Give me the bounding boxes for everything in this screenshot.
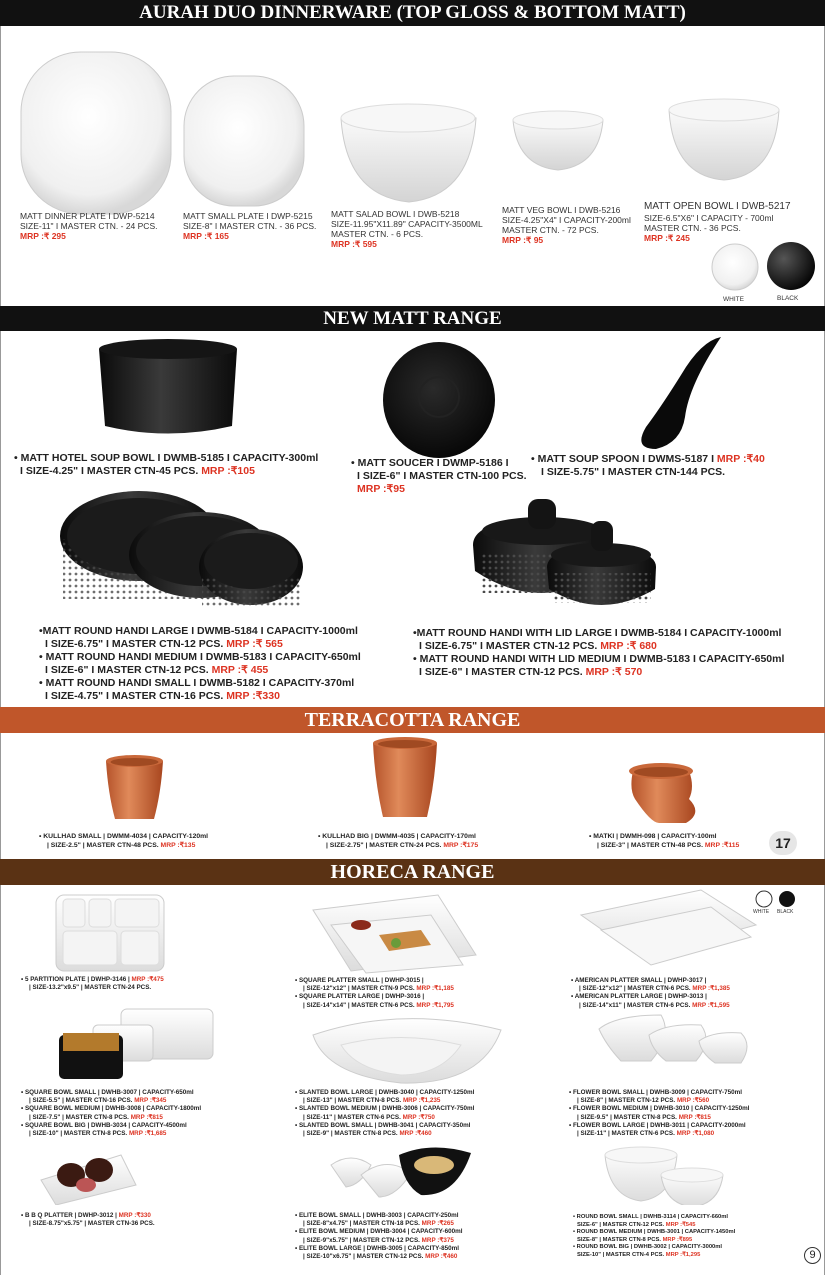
item-spec: | SIZE-10" | MASTER CTN-8 PCS. (29, 1130, 128, 1138)
terracotta-item-kullhad-small (39, 832, 208, 850)
item-mrp: MRP :₹ 245 (644, 233, 690, 243)
item-spec: SIZE-11" I MASTER CTN. - 24 PCS. (20, 221, 158, 231)
item-name: • MATT ROUND HANDI MEDIUM I DWMB-5183 I CAPACITY-650ml (39, 651, 361, 663)
item-mrp: MRP :₹135 (160, 842, 196, 849)
item-name: • ELITE BOWL SMALL | DWHB-3003 | CAPACITY-250ml (295, 1212, 459, 1219)
horeca-partition-text (21, 976, 261, 992)
item-name: • ROUND BOWL SMALL | DWHB-3114 | CAPACITY-660ml (573, 1214, 729, 1220)
item-spec: | SIZE-2.75" | MASTER CTN-24 PCS. (326, 842, 442, 849)
white-swatch-label: WHITE (723, 296, 744, 303)
aurah-item-veg-bowl (502, 205, 647, 245)
item-name: • MATT HOTEL SOUP BOWL I DWMB-5185 I CAPACITY-300ml (14, 452, 319, 464)
item-mrp: MRP :₹815 (678, 1113, 711, 1121)
terracotta-section (0, 733, 825, 859)
aurah-header-title: AURAH DUO DINNERWARE (TOP GLOSS & BOTTOM MATT) (139, 2, 686, 23)
item-spec: SIZE-8" I MASTER CTN. - 36 PCS. (183, 221, 317, 231)
item-name: • AMERICAN PLATTER SMALL | DWHP-3017 | (571, 977, 707, 984)
matt-handi-text (39, 625, 389, 703)
terracotta-header-title: TERRACOTTA RANGE (304, 709, 521, 731)
aurah-item-open-bowl (644, 201, 804, 243)
terracotta-item-matki (589, 832, 739, 850)
item-name: • 5 PARTITION PLATE | DWHP-3146 | (21, 976, 130, 983)
handi-set (60, 491, 303, 606)
item-spec: | SIZE-8" | MASTER CTN-12 PCS. (577, 1097, 676, 1105)
black-dot (779, 891, 795, 907)
item-name: • MATT SOUP SPOON I DWMS-5187 I (531, 453, 714, 465)
horeca-black-label: BLACK (777, 909, 794, 915)
item-mrp: MRP :₹1,080 (676, 1130, 715, 1138)
item-spec: I SIZE-5.75" I MASTER CTN-144 PCS. (541, 466, 726, 478)
item-name: • SQUARE PLATTER LARGE | DWHP-3016 | (295, 993, 425, 1001)
item-name: • FLOWER BOWL LARGE | DWHB-3011 | CAPACITY-2000ml (569, 1121, 746, 1129)
item-mrp: MRP :₹105 (201, 465, 255, 477)
item-name: • B B Q PLATTER | DWHP-3012 | (21, 1212, 117, 1219)
item-mrp: MRP :₹330 (118, 1212, 151, 1219)
item-spec: | SIZE-11" | MASTER CTN-6 PCS. (303, 1113, 401, 1121)
black-swatch-label: BLACK (777, 295, 799, 302)
aurah-section (0, 26, 825, 306)
aurah-item-small-plate (183, 211, 333, 241)
item-mrp: MRP :₹175 (443, 842, 479, 849)
item-name: • ELITE BOWL MEDIUM | DWHB-3004 | CAPACITY-600ml (295, 1228, 463, 1236)
white-swatch (712, 244, 758, 290)
item-mrp: MRP :₹545 (665, 1221, 696, 1228)
item-spec: | SIZE-5.5" | MASTER CTN-16 PCS. (29, 1097, 133, 1105)
item-mrp: MRP :₹ 570 (585, 666, 643, 678)
handi-lid-set (473, 499, 656, 605)
item-mrp: MRP :₹460 (399, 1130, 432, 1138)
item-name: MATT DINNER PLATE I DWP-5214 (20, 211, 155, 221)
item-spec: | SIZE-3" | MASTER CTN-48 PCS. (597, 842, 703, 849)
item-mrp: MRP :₹375 (421, 1236, 454, 1244)
item-spec: I SIZE-4.25" I MASTER CTN-45 PCS. (20, 465, 199, 477)
horeca-header-title: HORECA RANGE (330, 861, 495, 883)
item-name: MATT SALAD BOWL I DWB-5218 (331, 209, 460, 219)
item-spec: SIZE-11.95"X11.89" CAPACITY-3500ML (331, 219, 483, 229)
horeca-bbq-text (21, 1212, 261, 1228)
terracotta-header (0, 707, 825, 733)
item-mrp: MRP :₹115 (704, 842, 740, 849)
horeca-flower-bowl-text (569, 1089, 824, 1138)
item-name: •MATT ROUND HANDI WITH LID LARGE I DWMB-5184 I CAPACITY-1000ml (413, 627, 782, 639)
item-spec: I SIZE-6.75" I MASTER CTN-12 PCS. (419, 640, 598, 652)
color-swatches (709, 242, 819, 292)
matt-soup-bowl-text (14, 452, 354, 478)
item-name: • FLOWER BOWL MEDIUM | DWHB-3010 | CAPACITY-1250ml (569, 1105, 750, 1113)
item-spec: | SIZE-12"x12" | MASTER CTN-6 PCS. (579, 985, 691, 993)
item-spec: | SIZE-9.5" | MASTER CTN-8 PCS. (577, 1113, 677, 1121)
item-spec: I SIZE-6.75" I MASTER CTN-12 PCS. (45, 638, 224, 650)
item-mrp: MRP :₹560 (676, 1097, 710, 1105)
item-name: MATT SMALL PLATE I DWP-5215 (183, 211, 313, 221)
item-mrp: MRP :₹95 (357, 483, 405, 495)
item-spec: I SIZE-6" I MASTER CTN-12 PCS. (419, 666, 583, 678)
item-spec: | SIZE-10"x6.75" | MASTER CTN-12 PCS. (303, 1253, 424, 1261)
item-spec: | SIZE-11" | MASTER CTN-6 PCS. (577, 1130, 675, 1138)
item-mrp: MRP :₹1,795 (416, 1001, 454, 1009)
item-mrp: MRP :₹475 (131, 976, 164, 983)
item-name: • SLANTED BOWL MEDIUM | DWHB-3006 | CAPACITY-750ml (295, 1105, 475, 1113)
item-carton: MASTER CTN. - 6 PCS. (331, 229, 424, 239)
item-spec: | SIZE-8"x4.75" | MASTER CTN-18 PCS. (303, 1220, 420, 1228)
item-name: • SLANTED BOWL SMALL | DWHB-3041 | CAPACITY-350ml (295, 1121, 471, 1129)
item-spec: I SIZE-6" I MASTER CTN-12 PCS. (45, 664, 209, 676)
item-name: • ELITE BOWL LARGE | DWHB-3005 | CAPACITY-850ml (295, 1244, 459, 1252)
item-name: • KULLHAD BIG | DWMM-4035 | CAPACITY-170ml (318, 833, 476, 840)
item-name: • ROUND BOWL BIG | DWHB-3002 | CAPACITY-3000ml (573, 1244, 723, 1251)
item-spec: SIZE-8" | MASTER CTN-8 PCS. (577, 1236, 661, 1243)
item-spec: SIZE-6.5"X6" I CAPACITY - 700ml (644, 213, 774, 223)
item-name: • MATT SOUCER I DWMP-5186 I (351, 457, 509, 469)
aurah-item-salad-bowl (331, 209, 501, 249)
item-carton: MASTER CTN. - 36 PCS. (644, 223, 741, 233)
item-carton: MASTER CTN. - 72 PCS. (502, 225, 599, 235)
item-name: • SQUARE BOWL BIG | DWHB-3034 | CAPACITY-4500ml (21, 1121, 187, 1129)
item-spec: | SIZE-13" | MASTER CTN-8 PCS. (303, 1097, 402, 1105)
item-spec: I SIZE-6" I MASTER CTN-100 PCS. (357, 470, 527, 482)
item-spec: SIZE-4.25"X4" I CAPACITY-200ml (502, 215, 631, 225)
item-spec: | SIZE-7.5" | MASTER CTN-8 PCS. (29, 1113, 129, 1121)
item-mrp: MRP :₹460 (425, 1253, 458, 1261)
item-spec: | SIZE-13.2"x9.5" | MASTER CTN-24 PCS. (29, 984, 152, 992)
horeca-square-platter-text (295, 977, 545, 1010)
item-spec: SIZE-10" | MASTER CTN-4 PCS. (577, 1251, 665, 1258)
item-spec: | SIZE-9" | MASTER CTN-8 PCS. (303, 1130, 398, 1138)
terracotta-products-image (1, 733, 825, 833)
horeca-american-platter-text (571, 977, 821, 1010)
matt-soucer-text (351, 457, 541, 496)
item-mrp: MRP :₹1,235 (402, 1097, 441, 1105)
item-mrp: MRP :₹ 165 (183, 231, 229, 241)
item-mrp: MRP :₹1,185 (416, 985, 454, 993)
horeca-white-label: WHITE (753, 909, 770, 915)
item-spec: | SIZE-14"x14" | MASTER CTN-6 PCS. (303, 1001, 415, 1009)
horeca-square-bowl-text (21, 1089, 281, 1138)
aurah-products-image (1, 26, 825, 226)
horeca-slanted-bowl-text (295, 1089, 555, 1138)
item-name: • MATKI | DWMH-098 | CAPACITY-100ml (589, 833, 717, 840)
aurah-item-dinner-plate (20, 211, 180, 241)
item-spec: | SIZE-14"x11" | MASTER CTN-6 PCS. (579, 1001, 691, 1009)
item-name: • MATT ROUND HANDI WITH LID MEDIUM I DWMB-5183 I CAPACITY-650ml (413, 653, 785, 665)
item-name: • SQUARE BOWL SMALL | DWHB-3007 | CAPACITY-650ml (21, 1089, 194, 1096)
horeca-section (0, 885, 825, 1275)
page-number: 9 (804, 1247, 821, 1264)
item-name: • SQUARE PLATTER SMALL | DWHP-3015 | (295, 977, 424, 984)
item-name: • ROUND BOWL MEDIUM | DWHB-3001 | CAPACITY-1450ml (573, 1229, 736, 1236)
item-name: • AMERICAN PLATTER LARGE | DWHP-3013 | (571, 993, 707, 1001)
item-spec: | SIZE-8.75"x5.75" | MASTER CTN-36 PCS. (29, 1220, 155, 1228)
item-spec: | SIZE-12"x12" | MASTER CTN-9 PCS. (303, 985, 415, 993)
item-mrp: MRP :₹ 455 (211, 664, 269, 676)
item-mrp: MRP :₹ 565 (226, 638, 283, 650)
matt-spoon-text (531, 453, 811, 479)
item-mrp: MRP :₹1,385 (692, 985, 730, 993)
item-name: • KULLHAD SMALL | DWMM-4034 | CAPACITY-120ml (39, 833, 209, 840)
horeca-round-bowl-text (573, 1214, 803, 1260)
matt-header-title: NEW MATT RANGE (323, 308, 502, 329)
item-spec: SIZE-6" | MASTER CTN-12 PCS. (577, 1221, 665, 1228)
item-mrp: MRP :₹1,685 (128, 1130, 167, 1138)
horeca-products-image (1, 885, 825, 1205)
item-name: •MATT ROUND HANDI LARGE I DWMB-5184 I CAPACITY-1000ml (39, 625, 358, 637)
horeca-elite-bowl-text (295, 1212, 555, 1261)
matt-handi-lid-text (413, 627, 818, 679)
matt-section (0, 331, 825, 707)
item-mrp: MRP :₹ 295 (20, 231, 66, 241)
item-mrp: MRP :₹ 95 (502, 235, 544, 245)
item-name: • SQUARE BOWL MEDIUM | DWHB-3008 | CAPACITY-1800ml (21, 1105, 202, 1113)
item-mrp: MRP :₹345 (134, 1097, 167, 1105)
item-mrp: MRP :₹ 595 (331, 239, 377, 249)
white-dot (756, 891, 772, 907)
item-mrp: MRP :₹40 (716, 453, 765, 465)
item-mrp: MRP :₹750 (402, 1113, 435, 1121)
item-spec: | SIZE-2.5" | MASTER CTN-48 PCS. (47, 842, 159, 849)
item-name: • SLANTED BOWL LARGE | DWHB-3040 | CAPACITY-1250ml (295, 1089, 475, 1096)
item-name: MATT VEG BOWL I DWB-5216 (502, 205, 621, 215)
item-mrp: MRP :₹1,295 (665, 1251, 701, 1258)
item-mrp: MRP :₹1,595 (692, 1001, 730, 1009)
item-mrp: MRP :₹265 (421, 1220, 454, 1228)
horeca-header (0, 859, 825, 885)
item-name: • MATT ROUND HANDI SMALL I DWMB-5182 I CAPACITY-370ml (39, 677, 355, 689)
item-mrp: MRP :₹815 (130, 1113, 163, 1121)
aurah-header (0, 0, 825, 26)
item-mrp: MRP :₹330 (226, 690, 280, 702)
item-mrp: MRP :₹895 (662, 1236, 693, 1243)
terracotta-item-kullhad-big (318, 832, 478, 850)
item-mrp: MRP :₹ 680 (600, 640, 657, 652)
matt-header (0, 306, 825, 331)
item-spec: | SIZE-9"x5.75" | MASTER CTN-12 PCS. (303, 1236, 420, 1244)
item-name: MATT OPEN BOWL I DWB-5217 (644, 201, 791, 212)
page-badge: 17 (769, 831, 797, 855)
black-swatch (767, 242, 815, 290)
item-name: • FLOWER BOWL SMALL | DWHB-3009 | CAPACITY-750ml (569, 1089, 742, 1096)
item-spec: I SIZE-4.75" I MASTER CTN-16 PCS. (45, 690, 224, 702)
